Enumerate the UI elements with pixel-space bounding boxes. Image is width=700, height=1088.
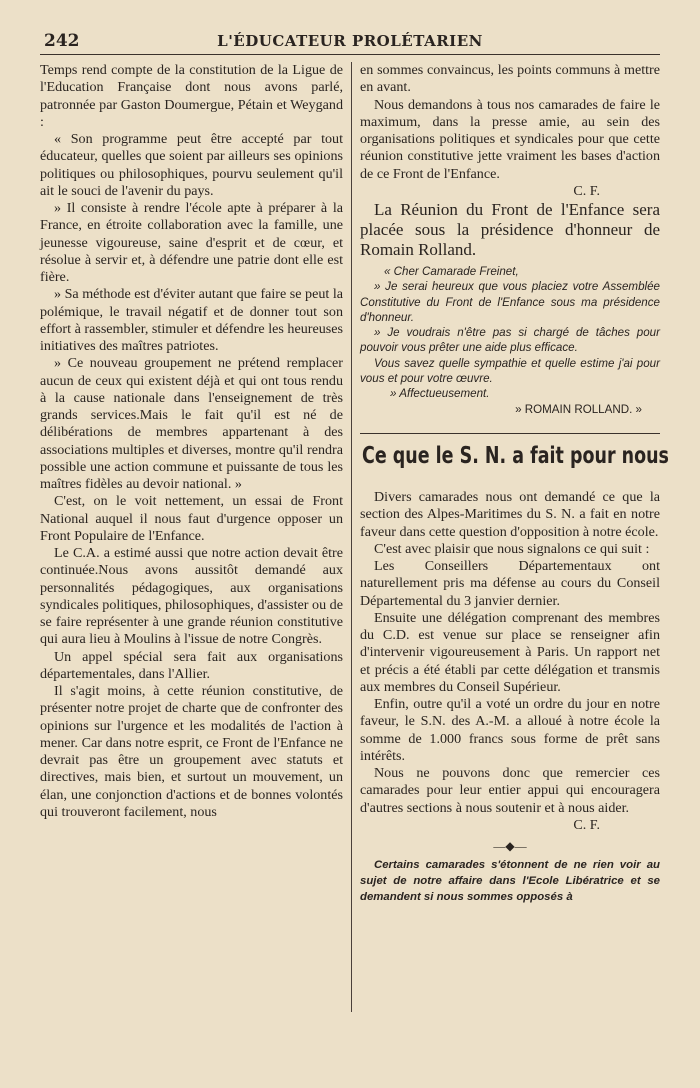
paragraph: Ensuite une délégation comprenant des membres du C.D. est venue sur place se renseigner afin d'intervenir vigoureusement à Paris. Un rapport net et précis a été établi par cette délégation et transmis aux membres du Conseil Supérieur.	[360, 609, 660, 695]
ornament: —◆—	[493, 839, 527, 854]
paragraph: « Son programme peut être accepté par tout éducateur, quelles que soient par ailleurs ses opinions politiques ou philosophiques, pourvu seulement qu'il ait le souci de l'avenir du pays.	[40, 131, 343, 199]
page-header	[40, 28, 660, 55]
letter-salutation: « Cher Camarade Freinet,	[384, 265, 519, 278]
column-divider	[351, 62, 352, 1012]
letter-signature: » ROMAIN ROLLAND. »	[515, 402, 642, 416]
footnote	[360, 857, 660, 905]
paragraph: Il s'agit moins, à cette réunion constitutive, de présenter notre projet de charte que de confronter des opinions sur l'urgence et les modalités de l'action à mener. Car dans notre esprit, ce Front de l'Enfance ne devrait pas être un groupement avec statuts et directives, mais bien, et surtout un mouvement, un élan, une conjonction d'actions et de bonnes volontés qui trouveront facilement, nous	[40, 683, 343, 820]
paragraph: C'est avec plaisir que nous signalons ce qui suit :	[374, 540, 650, 557]
paragraph: Un appel spécial sera fait aux organisations départementales, dans l'Allier.	[40, 648, 343, 682]
rolland-letter	[360, 264, 660, 417]
paragraph: » Il consiste à rendre l'école apte à préparer à la France, en étroite collaboration avec la famille, une jeunesse vigoureuse, saine d'esprit et de cœur, et résolue à servir et, à défendre une patrie dont elle est fière.	[40, 200, 343, 285]
signature: C. F.	[573, 182, 600, 199]
paragraph: Nous ne pouvons donc que remercier ces camarades pour leur entier appui qui encouragera d'autres sections à nous soutenir et à nous aider.	[360, 765, 660, 816]
paragraph: Enfin, outre qu'il a voté un ordre du jour en notre faveur, le S.N. des A.-M. a alloué à notre école la somme de 1.000 francs sous forme de prêt sans intérêts.	[360, 696, 660, 764]
letter-line: » Je voudrais n'être pas si chargé de tâches pour pouvoir vous prêter une aide plus efficace.	[360, 326, 660, 355]
paragraph: Divers camarades nous ont demandé ce que la section des Alpes-Maritimes du S. N. a fait en notre faveur dans cette question d'opposition à notre école.	[360, 489, 660, 540]
paragraph: » Sa méthode est d'éviter autant que faire se peut la polémique, le travail négatif et de donner tout son effort à rassembler, stimuler et défendre les heureuses initiatives des maîtres patriotes.	[40, 286, 344, 354]
paragraph: Temps rend compte de la constitution de la Ligue de l'Education Française dont nous avons parlé, patronnée par Gaston Doumergue, Pétain et Weygand :	[40, 62, 343, 130]
right-column	[360, 62, 669, 905]
section-divider	[360, 433, 660, 434]
paragraph: » Ce nouveau groupement ne prétend remplacer aucun de ceux qui existent déjà et qui ont tous rendu à la cause nationale dans l'enseignement de très grands services.Mais le fait qu'il est né de délibérations de membres appartenant à des associations multiples et diverses, montre qu'il rendra possible une action commune et puissante de tous les maîtres fidèles au devoir national. »	[40, 355, 343, 492]
page-number: 242	[44, 31, 80, 51]
footnote-text: Certains camarades s'étonnent de ne rien voir au sujet de notre affaire dans l'Ecole Libératrice et se demandent si nous sommes opposés à	[360, 859, 660, 904]
left-column	[40, 62, 343, 821]
paragraph: Les Conseillers Départementaux ont naturellement pris ma défense au cours du Conseil Départemental du 3 janvier dernier.	[360, 558, 660, 609]
announcement: La Réunion du Front de l'Enfance sera placée sous la présidence d'honneur de Romain Rolland.	[360, 200, 660, 259]
signature: C. F.	[573, 816, 600, 833]
letter-closing: » Affectueusement.	[390, 387, 490, 401]
paragraph: Le C.A. a estimé aussi que notre action devait être continuée.Nous avons aussitôt demandé aux personnalités pédagogiques, aux organisations syndicales politiques, philosophiques, d'assister ou de se faire représenter à une grande réunion constitutive qui aura lieu à Moulins à l'issue de notre Congrès.	[40, 545, 343, 648]
letter-line: » Je serai heureux que vous placiez votre Assemblée Constitutive du Front de l'Enfance sous ma présidence d'honneur.	[360, 280, 660, 324]
paragraph: C'est, on le voit nettement, un essai de Front National auquel il nous faut d'urgence opposer un Front Populaire de l'Enfance.	[40, 493, 343, 544]
paragraph: en sommes convaincus, les points communs à mettre en avant.	[360, 62, 660, 96]
running-title: L'ÉDUCATEUR PROLÉTARIEN	[217, 32, 483, 50]
letter-line: Vous savez quelle sympathie et quelle estime j'ai pour vous et pour votre œuvre.	[360, 356, 660, 386]
paragraph: Nous demandons à tous nos camarades de faire le maximum, dans la presse amie, au sein des organisations politiques et syndicales pour que cette réunion constitutive jette vraiment les bases d'action de ce Front de l'Enfance.	[360, 96, 660, 182]
article-title: Ce que le S. N. a fait pour nous	[362, 442, 669, 469]
